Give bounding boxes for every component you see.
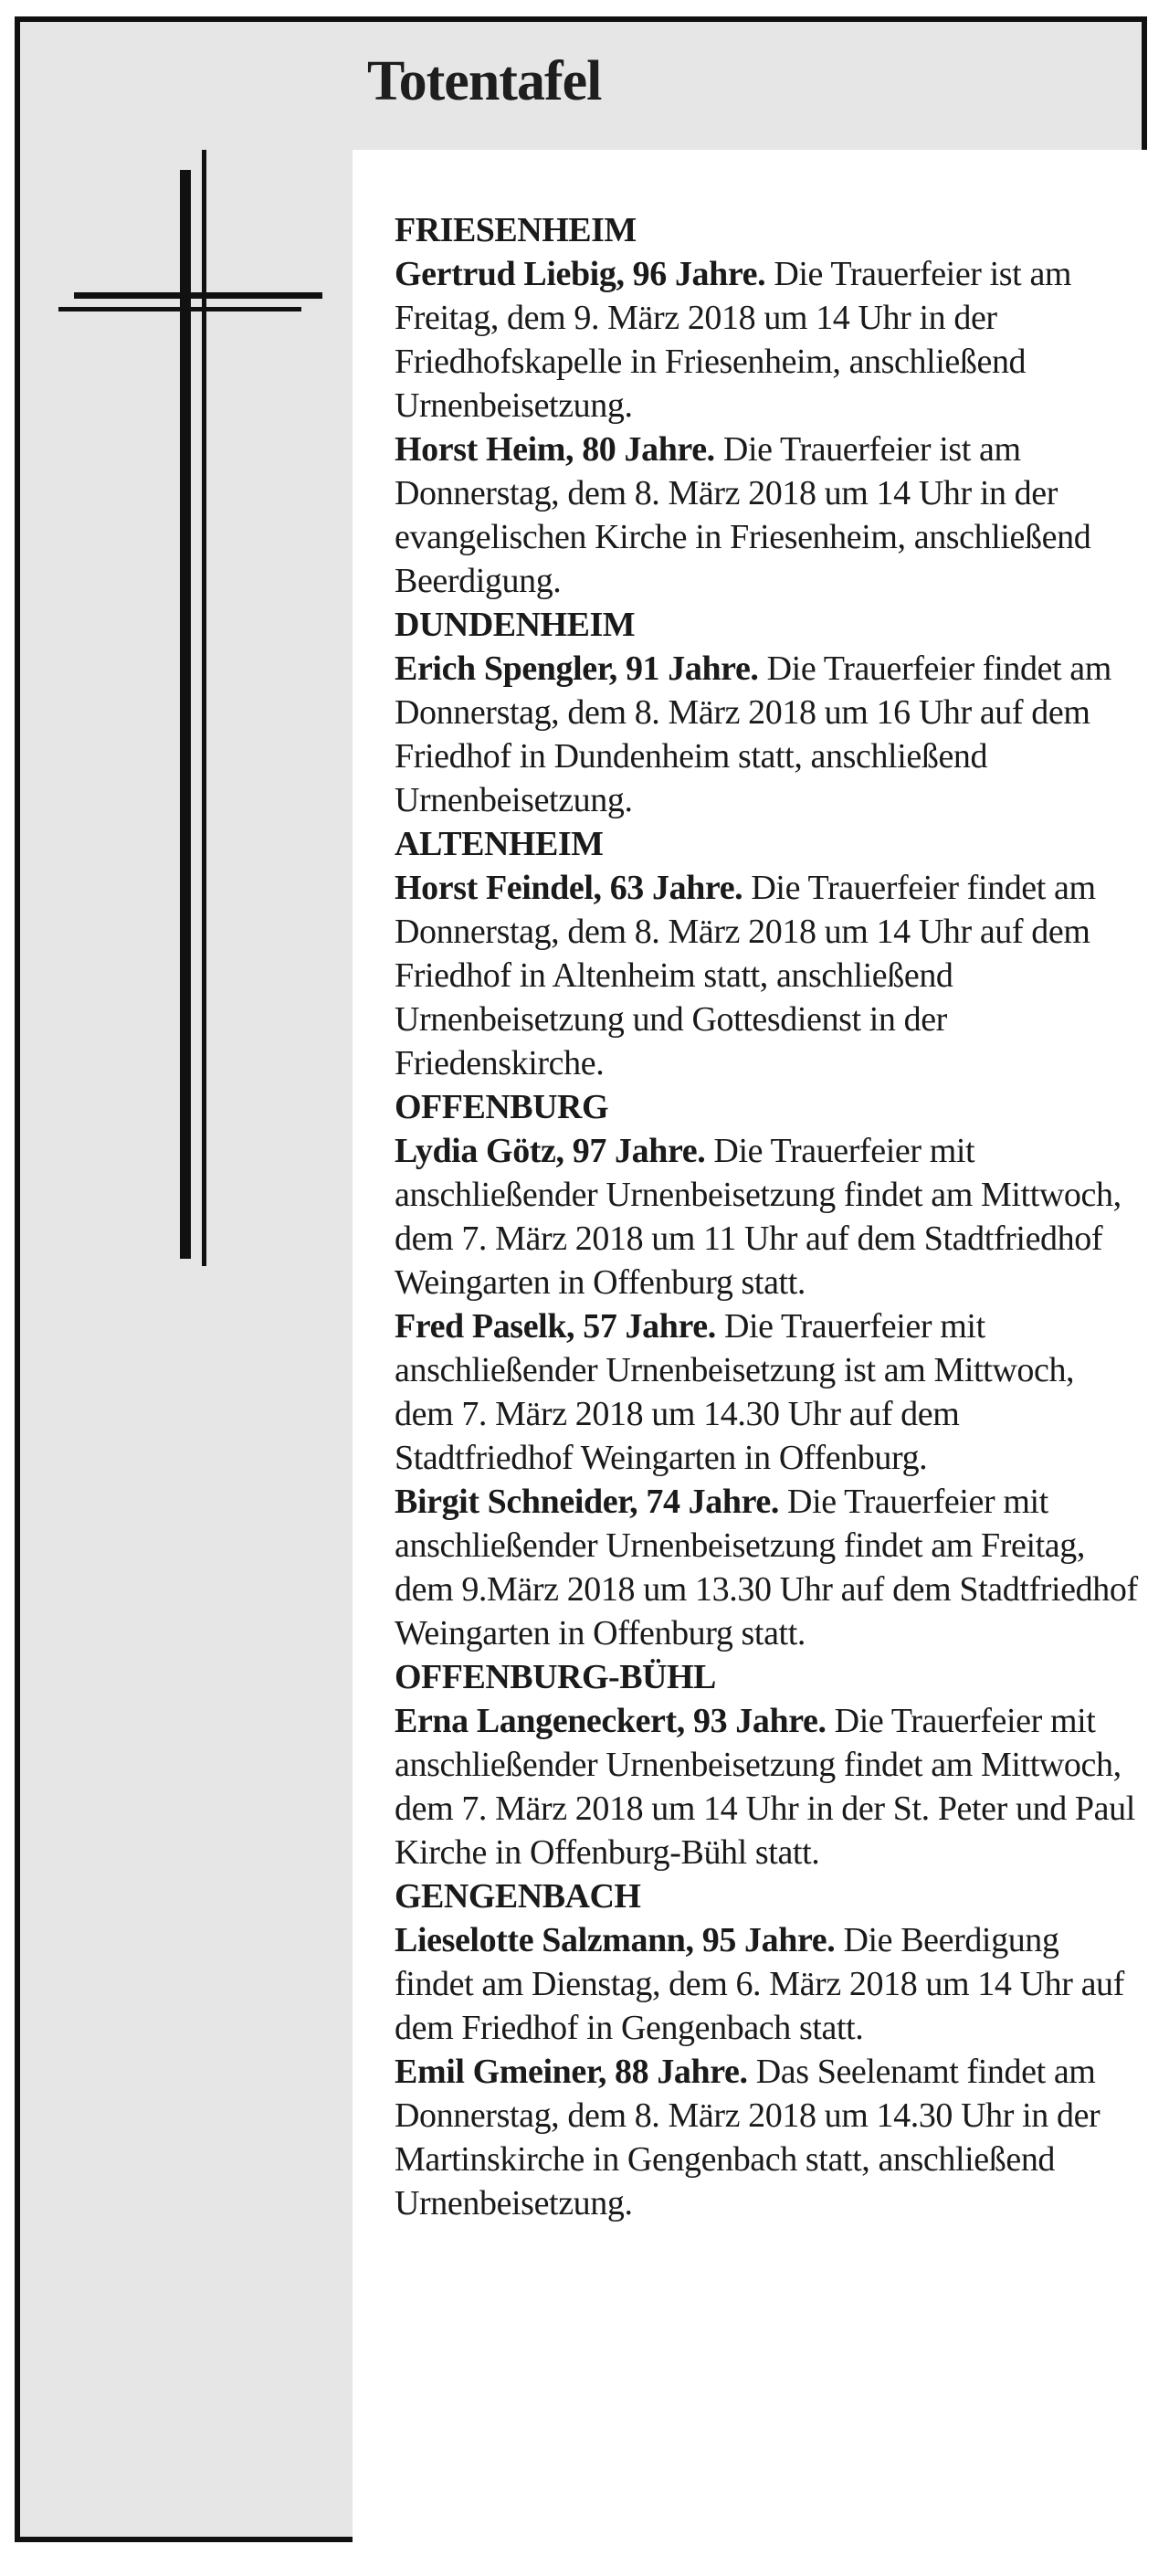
obituary-panel <box>15 16 1147 2542</box>
obituary-entry <box>395 2050 1140 2225</box>
service-details: Die Trauerfeier ist am Freitag, dem 9. März 2018 um 14 Uhr in der Friedhofskapelle in Friesenheim, anschließend Urnenbeisetzung. <box>395 255 1072 425</box>
deceased-name: Erna Langeneckert, 93 Jahre. <box>395 1702 827 1740</box>
service-details: Die Trauerfeier mit anschließender Urnenbeisetzung findet am Mittwoch, dem 7. März 2018 um 14 Uhr in der St. Peter und Paul Kirche in Offenburg-Bühl statt. <box>395 1702 1135 1872</box>
page-title: Totentafel <box>367 50 602 112</box>
obituary-entry <box>395 647 1140 822</box>
deceased-name: Lieselotte Salzmann, 95 Jahre. <box>395 1921 836 1959</box>
service-details: Die Beerdigung findet am Dienstag, dem 6. März 2018 um 14 Uhr auf dem Friedhof in Gengenbach statt. <box>395 1921 1124 2047</box>
obituary-entry <box>395 252 1140 428</box>
service-details: Die Trauerfeier mit anschließender Urnenbeisetzung ist am Mittwoch, dem 7. März 2018 um 14.30 Uhr auf dem Stadtfriedhof Weingarten in Offenburg. <box>395 1307 1075 1477</box>
service-details: Die Trauerfeier mit anschließender Urnenbeisetzung findet am Freitag, dem 9.März 2018 um 13.30 Uhr auf dem Stadtfriedhof Weingarten in Offenburg statt. <box>395 1483 1138 1652</box>
cross-icon <box>20 22 353 1319</box>
obituary-entry <box>395 1480 1140 1655</box>
deceased-name: Erich Spengler, 91 Jahre. <box>395 649 759 688</box>
obituary-entry <box>395 1699 1140 1874</box>
obituary-list <box>353 150 1169 2576</box>
service-details: Die Trauerfeier mit anschließender Urnenbeisetzung findet am Mittwoch, dem 7. März 2018 um 11 Uhr auf dem Stadtfriedhof Weingarten in Offenburg statt. <box>395 1132 1122 1302</box>
deceased-name: Horst Heim, 80 Jahre. <box>395 430 715 469</box>
obituary-entry <box>395 1304 1140 1480</box>
deceased-name: Birgit Schneider, 74 Jahre. <box>395 1483 779 1521</box>
deceased-name: Gertrud Liebig, 96 Jahre. <box>395 255 766 293</box>
place-heading: GENGENBACH <box>395 1877 641 1916</box>
deceased-name: Horst Feindel, 63 Jahre. <box>395 869 743 907</box>
deceased-name: Lydia Götz, 97 Jahre. <box>395 1132 706 1170</box>
obituary-entry <box>395 428 1140 603</box>
place-heading: FRIESENHEIM <box>395 211 637 249</box>
service-details: Die Trauerfeier ist am Donnerstag, dem 8. März 2018 um 14 Uhr in der evangelischen Kirche in Friesenheim, anschließend Beerdigung. <box>395 430 1091 600</box>
service-details: Die Trauerfeier findet am Donnerstag, dem 8. März 2018 um 16 Uhr auf dem Friedhof in Dundenheim statt, anschließend Urnenbeisetzung. <box>395 649 1111 819</box>
obituary-entry <box>395 866 1140 1085</box>
place-heading: ALTENHEIM <box>395 825 604 863</box>
service-details: Die Trauerfeier findet am Donnerstag, dem 8. März 2018 um 14 Uhr auf dem Friedhof in Altenheim statt, anschließend Urnenbeisetzung und Gottesdienst in der Friedenskirche. <box>395 869 1096 1082</box>
deceased-name: Emil Gmeiner, 88 Jahre. <box>395 2053 748 2091</box>
service-details: Das Seelenamt findet am Donnerstag, dem 8. März 2018 um 14.30 Uhr in der Martinskirche in Gengenbach statt, anschließend Urnenbeisetzung. <box>395 2053 1101 2222</box>
obituary-entry <box>395 1129 1140 1304</box>
place-heading: DUNDENHEIM <box>395 606 636 644</box>
place-heading: OFFENBURG <box>395 1088 609 1126</box>
deceased-name: Fred Paselk, 57 Jahre. <box>395 1307 716 1346</box>
obituary-entry <box>395 1918 1140 2050</box>
place-heading: OFFENBURG-BÜHL <box>395 1658 716 1696</box>
